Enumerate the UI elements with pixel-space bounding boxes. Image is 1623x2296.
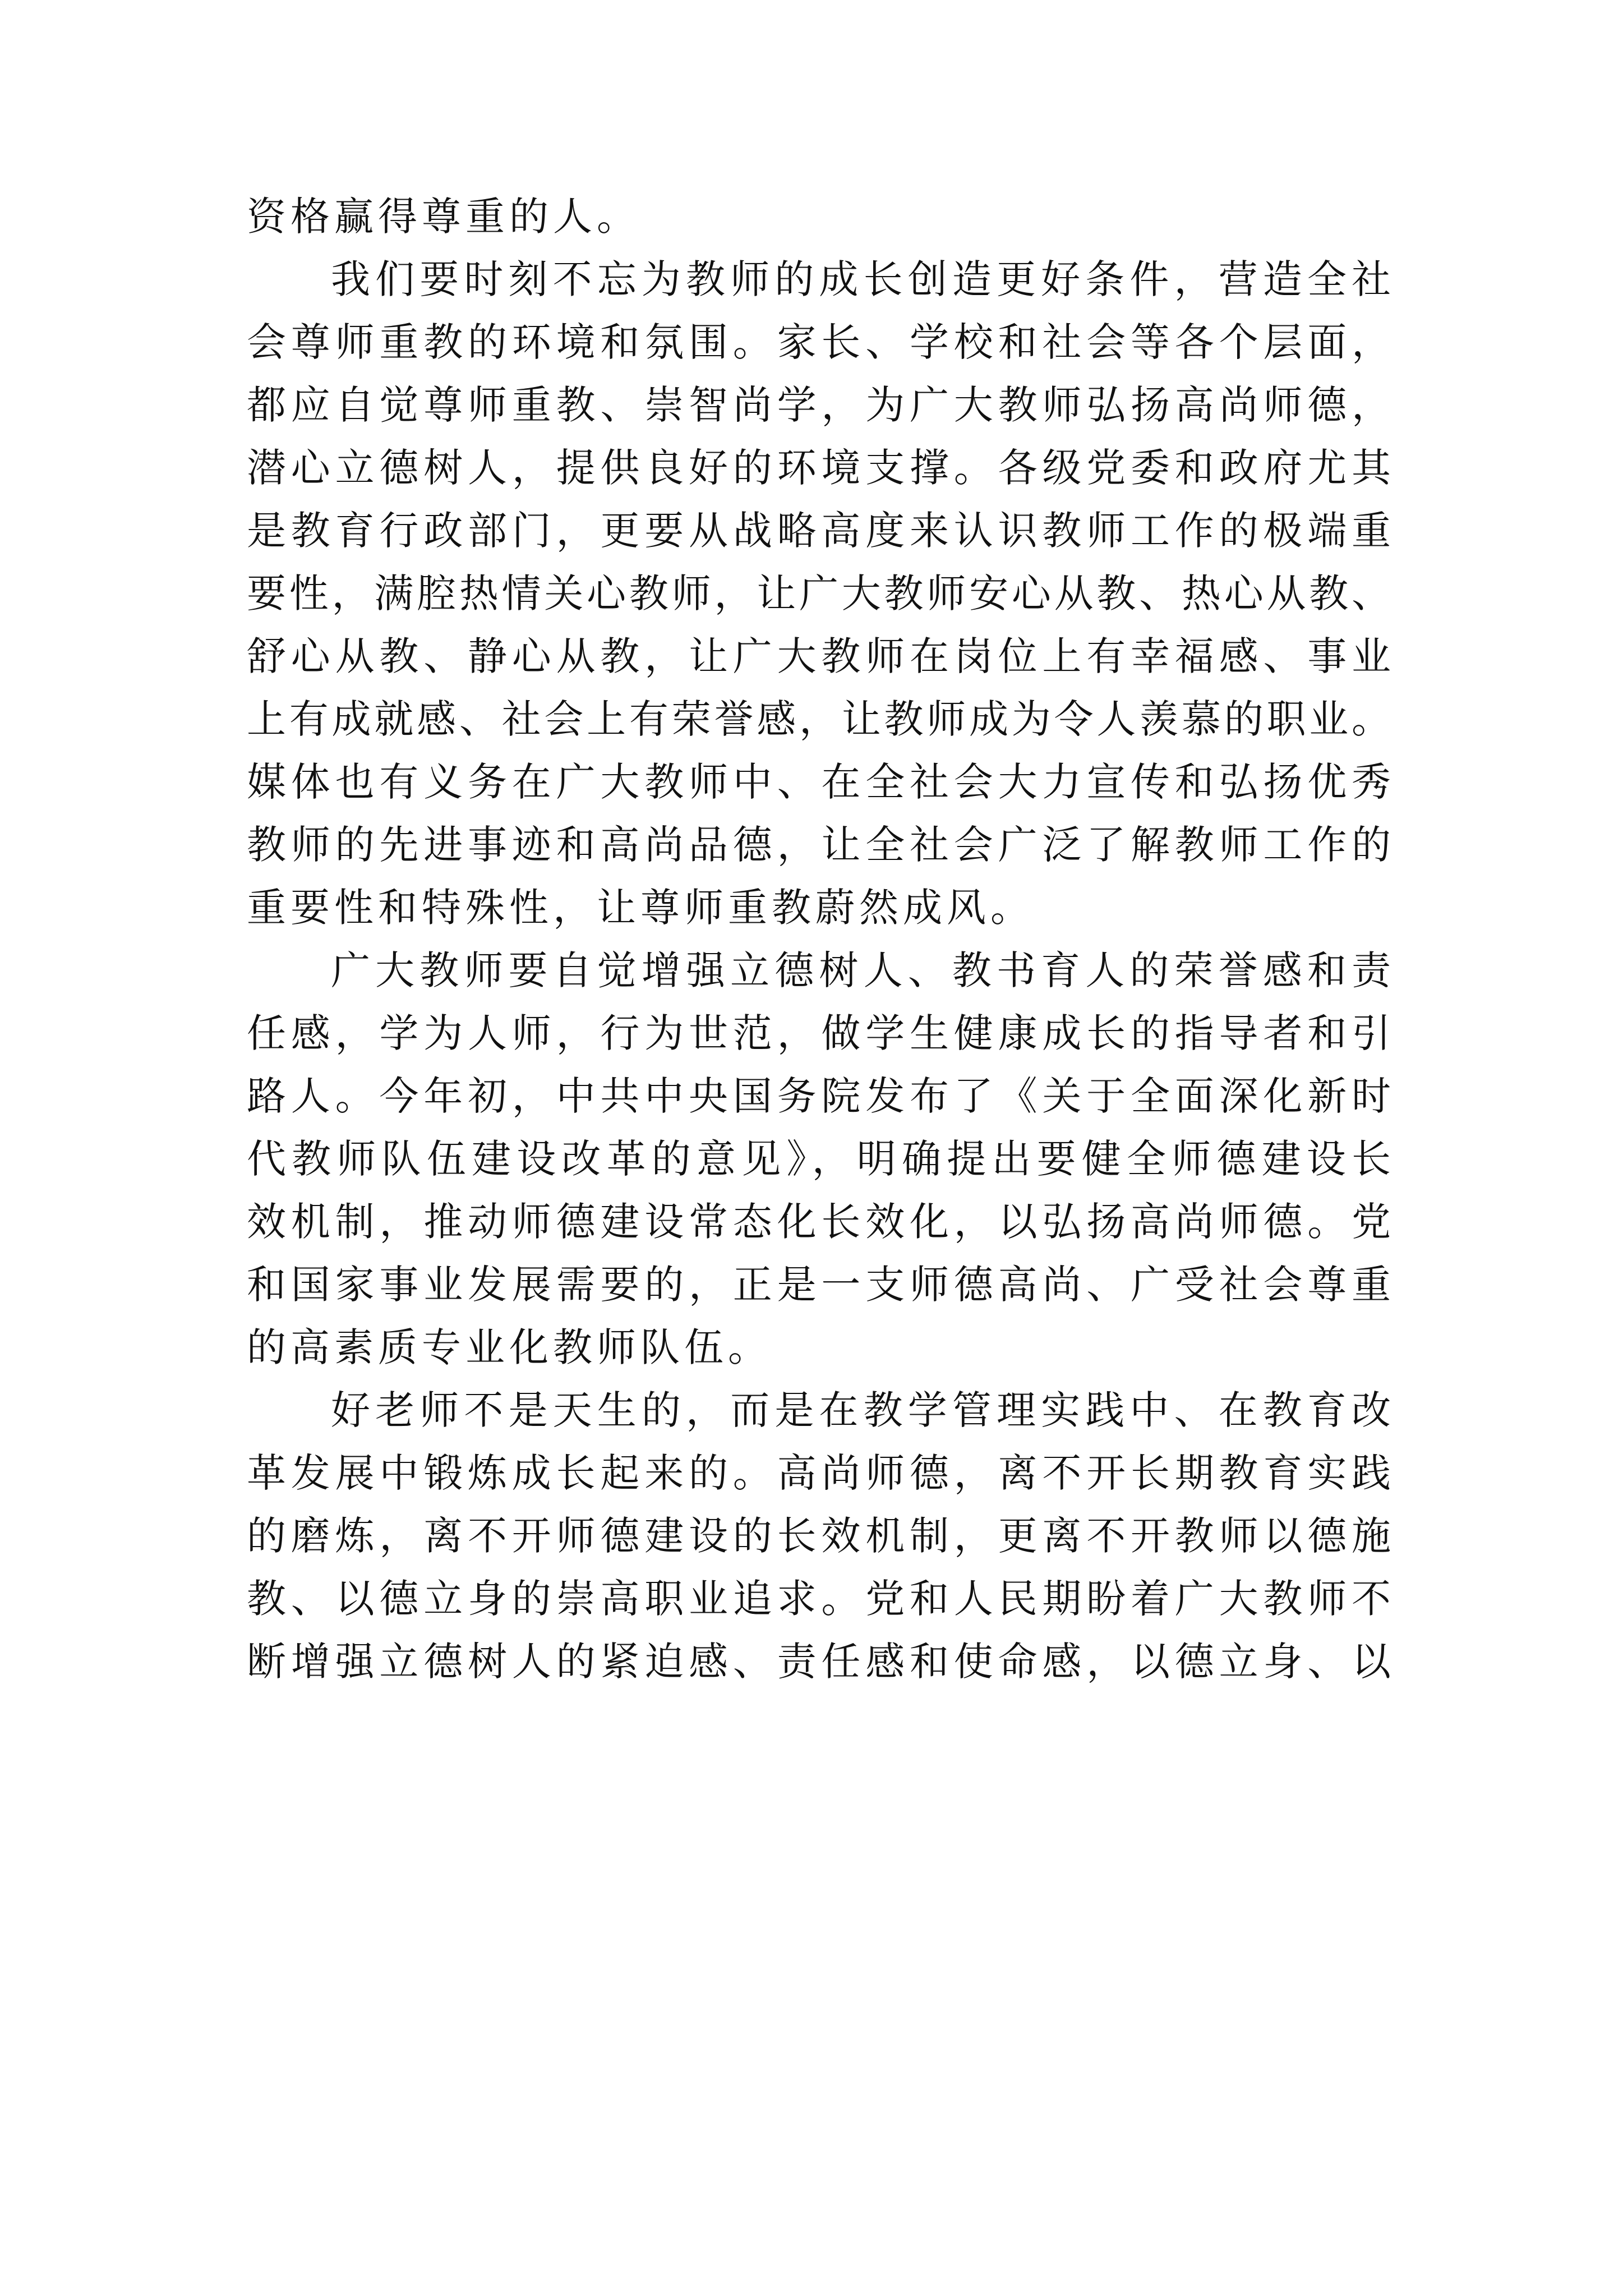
- text-line: 资格赢得尊重的人。: [247, 194, 640, 240]
- text-line: 断增强立德树人的紧迫感、责任感和使命感，以德立身、以: [247, 1639, 1391, 1685]
- document-body: [247, 185, 1391, 1693]
- text-line: 我们要时刻不忘为教师的成长创造更好条件，营造全社: [331, 256, 1391, 302]
- text-line: 革发展中锻炼成长起来的。高尚师德，离不开长期教育实践: [247, 1450, 1391, 1496]
- text-line: 是教育行政部门，更要从战略高度来认识教师工作的极端重: [247, 508, 1391, 554]
- text-line: 效机制，推动师德建设常态化长效化，以弘扬高尚师德。党: [247, 1199, 1391, 1245]
- text-line: 媒体也有义务在广大教师中、在全社会大力宣传和弘扬优秀: [247, 759, 1391, 805]
- text-line: 会尊师重教的环境和氛围。家长、学校和社会等各个层面，: [247, 319, 1391, 365]
- text-line: 代教师队伍建设改革的意见》，明确提出要健全师德建设长: [247, 1136, 1391, 1182]
- text-line: 上有成就感、社会上有荣誉感，让教师成为令人羡慕的职业。: [247, 696, 1391, 742]
- text-line: 的磨炼，离不开师德建设的长效机制，更离不开教师以德施: [247, 1513, 1391, 1559]
- text-line: 要性，满腔热情关心教师，让广大教师安心从教、热心从教、: [247, 570, 1391, 616]
- text-line: 潜心立德树人，提供良好的环境支撑。各级党委和政府尤其: [247, 445, 1391, 491]
- text-line: 广大教师要自觉增强立德树人、教书育人的荣誉感和责: [331, 947, 1391, 993]
- text-line: 教师的先进事迹和高尚品德，让全社会广泛了解教师工作的: [247, 822, 1391, 868]
- text-line: 都应自觉尊师重教、崇智尚学，为广大教师弘扬高尚师德，: [247, 382, 1391, 428]
- text-line: 路人。今年初，中共中央国务院发布了《关于全面深化新时: [247, 1073, 1391, 1119]
- text-line: 舒心从教、静心从教，让广大教师在岗位上有幸福感、事业: [247, 633, 1391, 679]
- text-line: 重要性和特殊性，让尊师重教蔚然成风。: [247, 885, 1034, 931]
- text-line: 任感，学为人师，行为世范，做学生健康成长的指导者和引: [247, 1010, 1391, 1056]
- text-line: 好老师不是天生的，而是在教学管理实践中、在教育改: [331, 1387, 1391, 1433]
- text-line: 和国家事业发展需要的，正是一支师德高尚、广受社会尊重: [247, 1262, 1391, 1308]
- text-line: 的高素质专业化教师队伍。: [247, 1324, 772, 1370]
- text-line: 教、以德立身的崇高职业追求。党和人民期盼着广大教师不: [247, 1576, 1391, 1622]
